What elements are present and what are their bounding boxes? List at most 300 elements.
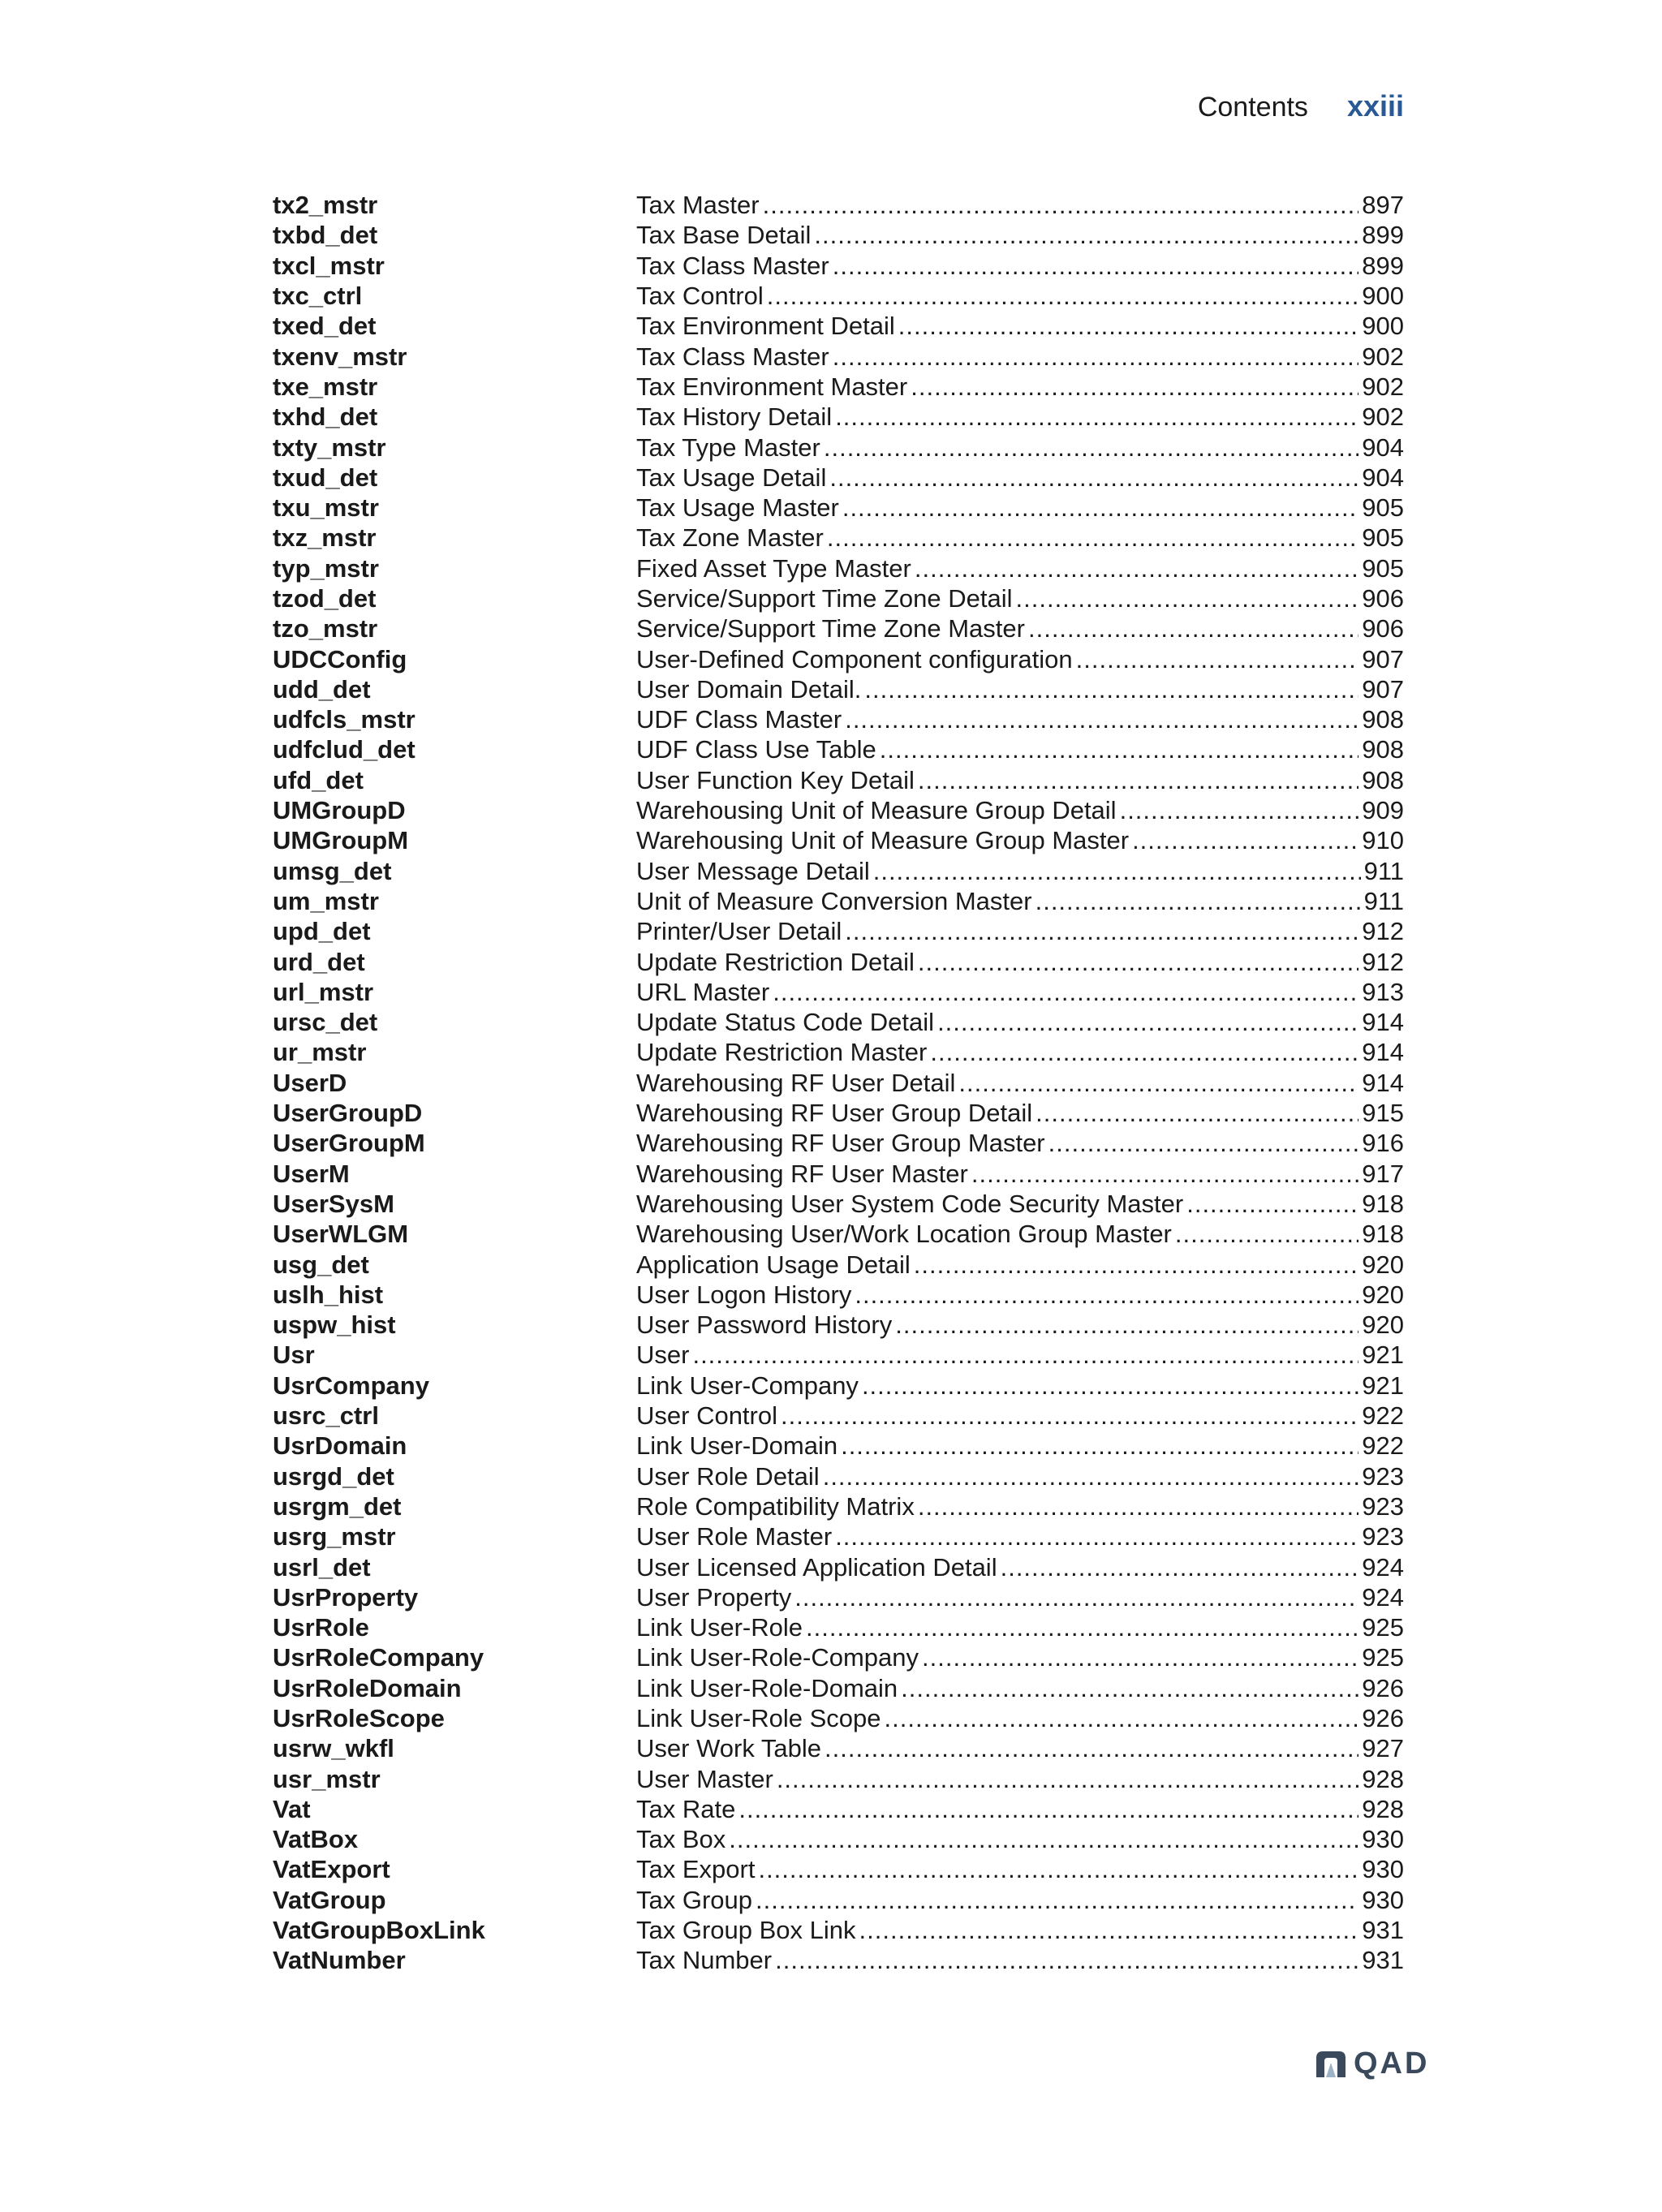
toc-entry-title: Application Usage Detail xyxy=(636,1250,911,1279)
toc-table-name: Usr xyxy=(273,1341,315,1370)
toc-entry-title: User Control xyxy=(636,1401,777,1431)
toc-page-number: 917 xyxy=(1362,1159,1404,1188)
toc-entry-title: Tax Type Master xyxy=(636,433,820,462)
toc-entry-line xyxy=(636,886,1404,916)
toc-page-number: 904 xyxy=(1362,433,1404,462)
toc-page-number: 925 xyxy=(1362,1643,1404,1672)
toc-entry-line xyxy=(636,734,1404,764)
toc-entry[interactable] xyxy=(273,1794,1404,1824)
toc-entry[interactable] xyxy=(273,493,1404,523)
dot-leader xyxy=(864,674,1358,704)
dot-leader xyxy=(914,1250,1359,1280)
toc-page-number: 897 xyxy=(1362,191,1404,220)
toc-entry-line xyxy=(636,251,1404,281)
toc-table-name: txud_det xyxy=(273,463,378,492)
toc-table-name: um_mstr xyxy=(273,886,379,915)
dot-leader xyxy=(841,1431,1358,1461)
running-header xyxy=(1198,89,1404,123)
toc-table-name: Vat xyxy=(273,1794,311,1823)
toc-table-name: usg_det xyxy=(273,1250,369,1279)
toc-entry[interactable] xyxy=(273,795,1404,825)
toc-entry[interactable] xyxy=(273,1098,1404,1128)
toc-page-number: 908 xyxy=(1362,735,1404,764)
toc-entry-title: Service/Support Time Zone Detail xyxy=(636,584,1013,613)
dot-leader xyxy=(794,1582,1358,1612)
toc-entry-title: Fixed Asset Type Master xyxy=(636,553,911,583)
toc-table-name: txc_ctrl xyxy=(273,282,363,311)
qad-logo-text: QAD xyxy=(1354,2046,1430,2081)
toc-entry-line xyxy=(636,1854,1404,1884)
toc-page-number: 904 xyxy=(1362,463,1404,492)
toc-page-number: 923 xyxy=(1362,1461,1404,1491)
toc-page-number: 920 xyxy=(1362,1310,1404,1340)
toc-entry[interactable] xyxy=(273,1310,1404,1340)
toc-page-number: 913 xyxy=(1362,977,1404,1006)
toc-page-number: 918 xyxy=(1362,1189,1404,1218)
toc-page-number: 908 xyxy=(1362,765,1404,794)
toc-entry-title: Tax Usage Detail xyxy=(636,463,827,492)
toc-entry-title: Link User-Company xyxy=(636,1371,859,1400)
toc-table-name: udfcls_mstr xyxy=(273,705,416,734)
toc-entry-line xyxy=(636,1552,1404,1582)
toc-entry-title: Update Restriction Detail xyxy=(636,947,915,976)
toc-page-number: 930 xyxy=(1362,1825,1404,1854)
toc-table-name: tzo_mstr xyxy=(273,614,378,643)
toc-entry-line xyxy=(636,1582,1404,1612)
toc-entry-line xyxy=(636,765,1404,795)
toc-entry-title: Warehousing User System Code Security Master xyxy=(636,1189,1184,1218)
toc-table-name: txe_mstr xyxy=(273,372,378,401)
toc-entry-title: User-Defined Component configuration xyxy=(636,644,1073,673)
dot-leader xyxy=(729,1824,1358,1854)
toc-entry-line xyxy=(636,977,1404,1007)
dot-leader xyxy=(922,1642,1358,1672)
toc-table-name: uslh_hist xyxy=(273,1280,384,1309)
toc-table-name: UserWLGM xyxy=(273,1220,409,1249)
toc-page-number: 905 xyxy=(1362,523,1404,553)
toc-entry-line xyxy=(636,190,1404,220)
toc-entry[interactable] xyxy=(273,402,1404,432)
toc-entry[interactable] xyxy=(273,463,1404,493)
dot-leader xyxy=(833,251,1359,281)
toc-table-name: UserM xyxy=(273,1159,350,1188)
toc-entry-line xyxy=(636,583,1404,613)
toc-entry[interactable] xyxy=(273,1068,1404,1098)
toc-entry[interactable] xyxy=(273,372,1404,402)
toc-table-name: VatNumber xyxy=(273,1946,406,1975)
toc-entry[interactable] xyxy=(273,1371,1404,1401)
toc-page-number: 911 xyxy=(1363,856,1404,885)
toc-entry-line xyxy=(636,1310,1404,1340)
toc-page-number: 902 xyxy=(1362,342,1404,371)
dot-leader xyxy=(833,342,1359,372)
toc-table-name: VatExport xyxy=(273,1855,390,1884)
toc-entry-title: Tax Control xyxy=(636,282,764,311)
dot-leader xyxy=(814,220,1358,250)
toc-entry[interactable] xyxy=(273,1401,1404,1431)
toc-entry[interactable] xyxy=(273,734,1404,764)
toc-entry-line xyxy=(636,856,1404,886)
toc-table-name: typ_mstr xyxy=(273,553,379,583)
toc-entry-line xyxy=(636,1431,1404,1461)
toc-entry-title: Tax Master xyxy=(636,191,760,220)
dot-leader xyxy=(845,916,1358,946)
toc-entry[interactable] xyxy=(273,977,1404,1007)
toc-page-number: 928 xyxy=(1362,1794,1404,1823)
toc-page-number: 905 xyxy=(1362,493,1404,523)
dot-leader xyxy=(738,1794,1358,1824)
toc-page-number: 908 xyxy=(1362,705,1404,734)
toc-entry-title: User Function Key Detail xyxy=(636,765,915,794)
dot-leader xyxy=(918,1491,1358,1521)
toc-entry-title: Role Compatibility Matrix xyxy=(636,1491,915,1521)
toc-entry[interactable] xyxy=(273,1915,1404,1945)
toc-table-name: UsrCompany xyxy=(273,1371,429,1400)
toc-entry[interactable] xyxy=(273,1521,1404,1551)
toc-entry[interactable] xyxy=(273,886,1404,916)
toc-page-number: 922 xyxy=(1362,1401,1404,1431)
toc-entry-line xyxy=(636,1371,1404,1401)
toc-entry[interactable] xyxy=(273,432,1404,462)
toc-entry[interactable] xyxy=(273,1885,1404,1915)
dot-leader xyxy=(1076,644,1359,674)
toc-entry-title: Tax Zone Master xyxy=(636,523,824,553)
dot-leader xyxy=(971,1159,1358,1189)
toc-entry[interactable] xyxy=(273,1612,1404,1642)
toc-entry-line xyxy=(636,1461,1404,1491)
toc-entry-title: User Message Detail xyxy=(636,856,870,885)
toc-table-name: usrl_det xyxy=(273,1552,371,1582)
toc-table-name: url_mstr xyxy=(273,977,374,1006)
dot-leader xyxy=(1132,825,1358,855)
dot-leader xyxy=(918,765,1358,795)
toc-entry-title: Printer/User Detail xyxy=(636,917,842,946)
dot-leader xyxy=(911,372,1358,402)
toc-entry[interactable] xyxy=(273,1854,1404,1884)
toc-entry-line xyxy=(636,1280,1404,1310)
dot-leader xyxy=(835,1521,1358,1551)
toc-entry[interactable] xyxy=(273,1189,1404,1219)
toc-entry[interactable] xyxy=(273,765,1404,795)
toc-page-number: 910 xyxy=(1362,826,1404,855)
toc-entry-line xyxy=(636,795,1404,825)
dot-leader xyxy=(775,1945,1358,1975)
toc-page-number: 927 xyxy=(1362,1734,1404,1763)
toc-entry[interactable] xyxy=(273,220,1404,250)
toc-entry-line xyxy=(636,493,1404,523)
toc-page-number: 914 xyxy=(1362,1038,1404,1067)
toc-table-name: upd_det xyxy=(273,917,371,946)
toc-entry-title: Tax History Detail xyxy=(636,402,833,432)
toc-entry[interactable] xyxy=(273,1431,1404,1461)
toc-page-number: 912 xyxy=(1362,917,1404,946)
toc-entry-title: Tax Environment Master xyxy=(636,372,908,401)
dot-leader xyxy=(773,977,1358,1007)
toc-page-number: 931 xyxy=(1362,1916,1404,1945)
dot-leader xyxy=(918,947,1358,977)
dot-leader xyxy=(1036,886,1361,916)
toc-table-name: umsg_det xyxy=(273,856,392,885)
toc-entry-line xyxy=(636,1703,1404,1733)
toc-entry[interactable] xyxy=(273,583,1404,613)
toc-entry-title: Update Status Code Detail xyxy=(636,1008,935,1037)
dot-leader xyxy=(895,1310,1358,1340)
dot-leader xyxy=(862,1371,1358,1401)
toc-entry[interactable] xyxy=(273,1128,1404,1158)
toc-page-number: 899 xyxy=(1362,251,1404,280)
toc-entry[interactable] xyxy=(273,523,1404,553)
dot-leader xyxy=(845,704,1358,734)
toc-page-number: 930 xyxy=(1362,1885,1404,1914)
toc-entry-line xyxy=(636,281,1404,311)
toc-entry[interactable] xyxy=(273,1582,1404,1612)
toc-table-name: VatGroup xyxy=(273,1885,386,1914)
toc-table-name: UserD xyxy=(273,1068,347,1097)
toc-entry[interactable] xyxy=(273,1763,1404,1793)
toc-entry-title: Link User-Role Scope xyxy=(636,1703,881,1732)
dot-leader xyxy=(1048,1128,1359,1158)
toc-entry[interactable] xyxy=(273,704,1404,734)
toc-page-number: 914 xyxy=(1362,1068,1404,1097)
toc-page-number: 923 xyxy=(1362,1491,1404,1521)
toc-page-number: 931 xyxy=(1362,1946,1404,1975)
toc-entry-title: Link User-Role xyxy=(636,1613,803,1642)
toc-entry-title: UDF Class Master xyxy=(636,705,842,734)
toc-entry-title: Tax Box xyxy=(636,1825,726,1854)
toc-page-number: 923 xyxy=(1362,1522,1404,1551)
toc-page-number: 907 xyxy=(1362,644,1404,673)
toc-entry[interactable] xyxy=(273,553,1404,583)
toc-page-number: 926 xyxy=(1362,1673,1404,1702)
toc-entry[interactable] xyxy=(273,190,1404,220)
toc-table-name: usrgm_det xyxy=(273,1491,402,1521)
toc-entry-line xyxy=(636,553,1404,583)
toc-entry[interactable] xyxy=(273,1551,1404,1582)
toc-entry-title: Tax Number xyxy=(636,1946,773,1975)
toc-entry-title: Tax Class Master xyxy=(636,251,829,280)
toc-entry-line xyxy=(636,433,1404,463)
toc-entry-title: User Property xyxy=(636,1582,792,1612)
toc-table-name: txcl_mstr xyxy=(273,251,385,280)
toc-entry-line xyxy=(636,1068,1404,1098)
toc-entry-title: Link User-Role-Domain xyxy=(636,1673,898,1702)
toc-page-number: 900 xyxy=(1362,312,1404,341)
toc-entry-line xyxy=(636,1401,1404,1431)
toc-table-name: txhd_det xyxy=(273,402,378,432)
toc-entry[interactable] xyxy=(273,825,1404,855)
dot-leader xyxy=(1175,1219,1358,1249)
toc-table-name: UsrProperty xyxy=(273,1582,419,1612)
toc-entry-title: Tax Rate xyxy=(636,1794,736,1823)
toc-entry-line xyxy=(636,342,1404,372)
toc-page-number: 924 xyxy=(1362,1552,1404,1582)
toc-page-number: 924 xyxy=(1362,1582,1404,1612)
toc-page-number: 914 xyxy=(1362,1008,1404,1037)
toc-entry-line xyxy=(636,1491,1404,1521)
toc-entry[interactable] xyxy=(273,341,1404,371)
toc-entry-line xyxy=(636,613,1404,643)
toc-table-name: UserGroupM xyxy=(273,1129,425,1158)
dot-leader xyxy=(763,190,1359,220)
dot-leader xyxy=(835,402,1358,432)
dot-leader xyxy=(1028,613,1358,643)
toc-entry[interactable] xyxy=(273,1280,1404,1310)
toc-entry[interactable] xyxy=(273,1340,1404,1370)
toc-entry[interactable] xyxy=(273,674,1404,704)
toc-page-number: 925 xyxy=(1362,1613,1404,1642)
toc-page-number: 918 xyxy=(1362,1220,1404,1249)
dot-leader xyxy=(1036,1098,1358,1128)
toc-entry-line xyxy=(636,1189,1404,1219)
qad-logo-icon xyxy=(1315,2050,1347,2079)
toc-entry-title: Tax Class Master xyxy=(636,342,829,371)
toc-entry-line xyxy=(636,1521,1404,1551)
toc-entry-title: User Role Master xyxy=(636,1522,833,1551)
toc-page-number: 907 xyxy=(1362,674,1404,704)
toc-page-number: 926 xyxy=(1362,1703,1404,1732)
toc-entry[interactable] xyxy=(273,613,1404,643)
toc-entry-line xyxy=(636,1219,1404,1249)
toc-page-number: 916 xyxy=(1362,1129,1404,1158)
toc-table-name: txbd_det xyxy=(273,221,378,250)
toc-entry-title: User Role Detail xyxy=(636,1461,820,1491)
toc-table-name: txz_mstr xyxy=(273,523,377,553)
toc-entry[interactable] xyxy=(273,1703,1404,1733)
toc-page-number: 912 xyxy=(1362,947,1404,976)
dot-leader xyxy=(827,523,1358,553)
toc-entry-line xyxy=(636,674,1404,704)
toc-entry[interactable] xyxy=(273,643,1404,673)
toc-table-name: VatGroupBoxLink xyxy=(273,1916,485,1945)
toc-page-number: 915 xyxy=(1362,1099,1404,1128)
toc-entry[interactable] xyxy=(273,281,1404,311)
toc-page-number: 909 xyxy=(1362,796,1404,825)
toc-table-name: usrc_ctrl xyxy=(273,1401,379,1431)
toc-entry-line xyxy=(636,1007,1404,1037)
toc-table-name: ursc_det xyxy=(273,1008,378,1037)
toc-entry[interactable] xyxy=(273,1037,1404,1067)
dot-leader xyxy=(930,1037,1358,1067)
toc-page-number: 902 xyxy=(1362,372,1404,401)
toc-table-name: uspw_hist xyxy=(273,1310,396,1340)
dot-leader xyxy=(873,856,1361,886)
dot-leader xyxy=(842,493,1358,523)
toc-page-number: 920 xyxy=(1362,1280,1404,1309)
toc-entry[interactable] xyxy=(273,251,1404,281)
toc-entry-line xyxy=(636,1764,1404,1794)
toc-entry[interactable] xyxy=(273,1219,1404,1249)
toc-entry[interactable] xyxy=(273,1642,1404,1672)
toc-entry-title: Tax Group Box Link xyxy=(636,1916,856,1945)
toc-table-name: UserSysM xyxy=(273,1189,394,1218)
toc-page-number: 905 xyxy=(1362,553,1404,583)
toc-entry-line xyxy=(636,1885,1404,1915)
toc-table-name: tx2_mstr xyxy=(273,191,378,220)
toc-page-number: 920 xyxy=(1362,1250,1404,1279)
toc-entry-line xyxy=(636,1612,1404,1642)
toc-entry-line xyxy=(636,1037,1404,1067)
toc-entry[interactable] xyxy=(273,311,1404,341)
toc-entry-title: Warehousing Unit of Measure Group Master xyxy=(636,826,1130,855)
toc-entry-title: Warehousing User/Work Location Group Master xyxy=(636,1220,1172,1249)
toc-entry-title: Warehousing RF User Master xyxy=(636,1159,968,1188)
toc-entry-title: Warehousing RF User Group Master xyxy=(636,1129,1045,1158)
toc-entry-title: Warehousing RF User Detail xyxy=(636,1068,956,1097)
toc-entry[interactable] xyxy=(273,1159,1404,1189)
toc-entry-line xyxy=(636,1642,1404,1672)
toc-table-name: usrgd_det xyxy=(273,1461,394,1491)
toc-entry-title: User Work Table xyxy=(636,1734,821,1763)
toc-page-number: 902 xyxy=(1362,402,1404,432)
dot-leader xyxy=(756,1885,1358,1915)
dot-leader xyxy=(825,1733,1358,1763)
toc-page-number: 906 xyxy=(1362,584,1404,613)
qad-logo xyxy=(1315,2046,1429,2081)
toc-entry[interactable] xyxy=(273,1945,1404,1975)
toc-entry-title: User Master xyxy=(636,1764,773,1793)
toc-entry-line xyxy=(636,1159,1404,1189)
toc-entry-line xyxy=(636,1824,1404,1854)
toc-entry-title: Update Restriction Master xyxy=(636,1038,928,1067)
page-number: xxiii xyxy=(1346,89,1404,123)
toc-table-name: VatBox xyxy=(273,1825,359,1854)
toc-entry[interactable] xyxy=(273,1491,1404,1521)
toc-entry[interactable] xyxy=(273,916,1404,946)
dot-leader xyxy=(767,281,1358,311)
toc-page-number: 906 xyxy=(1362,614,1404,643)
toc-entry[interactable] xyxy=(273,1461,1404,1491)
dot-leader xyxy=(885,1703,1359,1733)
toc-entry[interactable] xyxy=(273,946,1404,976)
toc-entry-title: Warehousing Unit of Measure Group Detail xyxy=(636,796,1117,825)
toc-entry[interactable] xyxy=(273,1673,1404,1703)
toc-entry[interactable] xyxy=(273,856,1404,886)
dot-leader xyxy=(823,1461,1359,1491)
toc-table-name: udd_det xyxy=(273,674,371,704)
dot-leader xyxy=(781,1401,1358,1431)
toc-table-name: UsrRoleDomain xyxy=(273,1673,462,1702)
toc-entry[interactable] xyxy=(273,1007,1404,1037)
toc-table-name: txed_det xyxy=(273,312,377,341)
dot-leader xyxy=(1120,795,1359,825)
toc-entry[interactable] xyxy=(273,1249,1404,1279)
toc-entry-line xyxy=(636,1250,1404,1280)
toc-entry-line xyxy=(636,311,1404,341)
toc-entry[interactable] xyxy=(273,1733,1404,1763)
toc-page-number: 921 xyxy=(1362,1341,1404,1370)
dot-leader xyxy=(758,1854,1358,1884)
dot-leader xyxy=(1186,1189,1358,1219)
dot-leader xyxy=(855,1280,1358,1310)
toc-entry-title: Tax Environment Detail xyxy=(636,312,895,341)
toc-table-name: txu_mstr xyxy=(273,493,379,523)
dot-leader xyxy=(958,1068,1358,1098)
toc-table-name: ur_mstr xyxy=(273,1038,367,1067)
toc-entry[interactable] xyxy=(273,1824,1404,1854)
toc-entry-title: Tax Usage Master xyxy=(636,493,839,523)
toc-entry-line xyxy=(636,1673,1404,1703)
dot-leader xyxy=(692,1340,1358,1370)
toc-entry-title: Tax Export xyxy=(636,1855,756,1884)
dot-leader xyxy=(1016,583,1359,613)
table-of-contents xyxy=(273,190,1404,1976)
dot-leader xyxy=(824,433,1358,463)
toc-table-name: UMGroupM xyxy=(273,826,409,855)
toc-table-name: txenv_mstr xyxy=(273,342,407,371)
toc-entry-title: Tax Base Detail xyxy=(636,221,812,250)
toc-table-name: UsrRoleScope xyxy=(273,1703,445,1732)
toc-entry-title: Warehousing RF User Group Detail xyxy=(636,1099,1033,1128)
